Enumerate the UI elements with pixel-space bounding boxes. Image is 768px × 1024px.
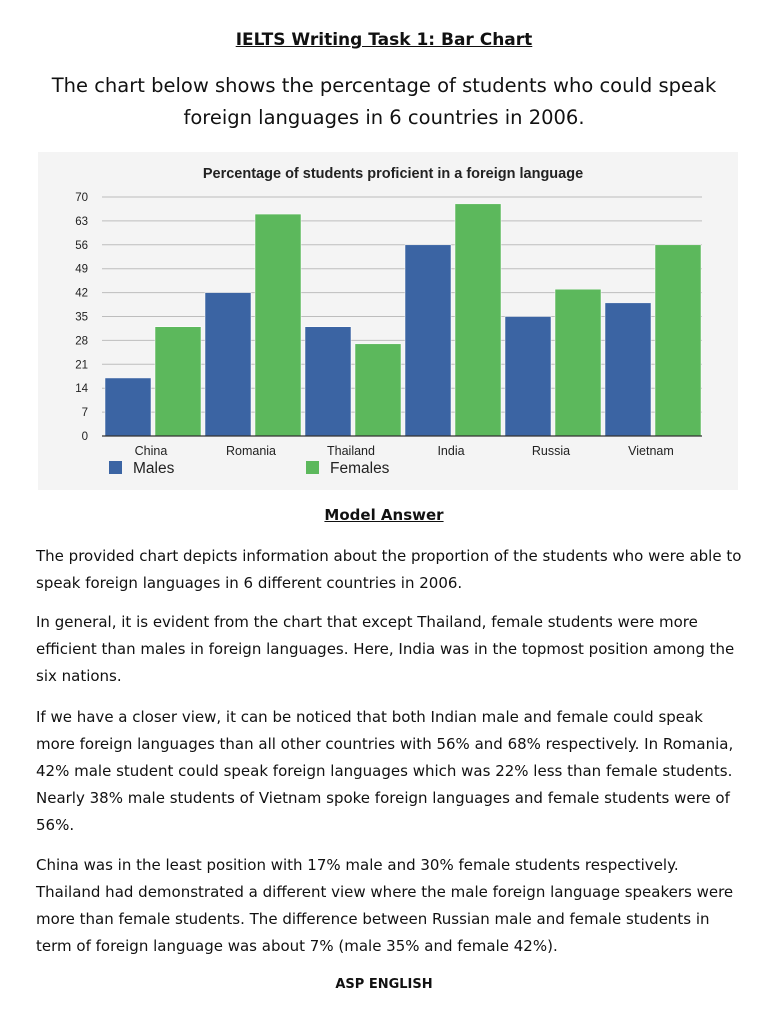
bar-india-females <box>455 204 501 436</box>
y-tick-label-5: 35 <box>75 311 88 324</box>
y-tick-label-7: 49 <box>75 263 88 276</box>
x-tick-label-china: China <box>134 444 168 458</box>
legend-swatch-males <box>109 461 122 474</box>
bar-chart <box>38 152 738 490</box>
document-title: IELTS Writing Task 1: Bar Chart <box>235 30 533 50</box>
task-prompt: The chart below shows the percentage of students who could speak foreign languages in 6 countries in 2006. <box>51 74 717 129</box>
bar-thailand-females <box>355 344 401 436</box>
answer-paragraph-3: If we have a closer view, it can be noticed that both Indian male and female could speak more foreign languages than all other countries with 56% and 68% respectively. In Romania, 42% male student could speak foreign languages which was 22% less than female students. Nearly 38% male students of Vietnam spoke foreign languages and female students were of 56%. <box>36 708 734 834</box>
bar-russia-females <box>555 289 601 436</box>
legend-label-males: Males <box>133 460 175 477</box>
bar-romania-males <box>205 293 251 436</box>
y-tick-label-4: 28 <box>75 335 88 348</box>
answer-paragraph-1: The provided chart depicts information about the proportion of the students who were able to speak foreign languages in 6 different countries in 2006. <box>36 547 742 592</box>
bar-romania-females <box>255 214 301 436</box>
legend-label-females: Females <box>330 460 390 477</box>
x-tick-label-romania: Romania <box>225 444 277 458</box>
y-tick-label-3: 21 <box>75 359 88 372</box>
x-tick-label-india: India <box>437 444 465 458</box>
bar-china-males <box>105 378 151 436</box>
y-tick-label-8: 56 <box>75 239 88 252</box>
y-tick-label-9: 63 <box>75 215 88 228</box>
x-tick-label-vietnam: Vietnam <box>628 444 674 458</box>
y-tick-label-6: 42 <box>75 287 88 300</box>
bar-thailand-males <box>305 327 351 436</box>
bar-india-males <box>405 245 451 436</box>
y-tick-label-1: 7 <box>81 407 88 420</box>
y-tick-label-10: 70 <box>75 192 88 204</box>
x-tick-label-thailand: Thailand <box>327 444 375 458</box>
bar-russia-males <box>505 317 551 437</box>
footer-brand: ASP ENGLISH <box>335 977 433 992</box>
x-tick-label-russia: Russia <box>531 444 571 458</box>
chart-title: Percentage of students proficient in a foreign language <box>202 166 584 182</box>
bar-china-females <box>155 327 201 436</box>
y-tick-label-2: 14 <box>75 383 88 396</box>
y-tick-label-0: 0 <box>81 431 88 443</box>
bar-chart-svg <box>38 152 738 490</box>
answer-paragraph-4: China was in the least position with 17% male and 30% female students respectively. Thailand had demonstrated a different view where the male foreign language speakers were more than female students. The difference between Russian male and female students in term of foreign language was about 7% (male 35% and female 42%). <box>36 856 734 955</box>
legend-swatch-females <box>306 461 319 474</box>
model-answer-heading: Model Answer <box>324 506 444 524</box>
bar-vietnam-females <box>655 245 701 436</box>
bar-vietnam-males <box>605 303 651 436</box>
answer-paragraph-2: In general, it is evident from the chart that except Thailand, female students were more efficient than males in foreign languages. Here, India was in the topmost position among the six nations. <box>36 613 735 685</box>
